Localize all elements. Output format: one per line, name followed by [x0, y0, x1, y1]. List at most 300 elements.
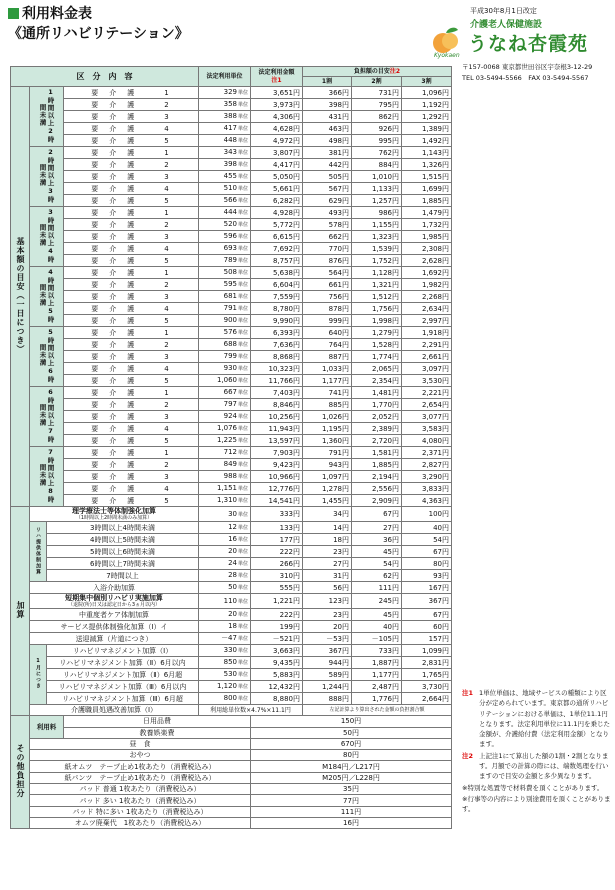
care-prefix: 要 介 護 [91, 304, 137, 313]
unit-value: 417 [223, 124, 237, 132]
care-level: 3 [164, 292, 171, 301]
unit-value: 510 [223, 184, 237, 192]
table-row [11, 87, 452, 99]
unit-value: 850 [223, 658, 237, 666]
unit-value: 800 [223, 694, 237, 702]
burden-3: 2,831円 [402, 657, 452, 669]
burden-2: 926円 [352, 123, 402, 135]
note-item [462, 783, 612, 793]
unit-value: 455 [223, 172, 237, 180]
care-level-label [64, 159, 199, 171]
addition-name: リハビリマネジメント加算（Ⅱ）6月以内 [47, 657, 199, 669]
burden-1: 381円 [303, 147, 352, 159]
burden-1: 463円 [303, 123, 352, 135]
care-level: 1 [164, 268, 171, 277]
table-row [11, 534, 452, 546]
care-level-label [64, 219, 199, 231]
unit-value: 576 [223, 328, 237, 336]
unit-value: 930 [223, 364, 237, 372]
unit-value: 329 [223, 88, 237, 96]
amount-cell: 7,903円 [251, 447, 303, 459]
unit-suffix: 単位 [237, 598, 248, 605]
care-prefix: 要 介 護 [91, 124, 137, 133]
burden-3: 93円 [402, 570, 452, 582]
table-row [11, 784, 452, 795]
burden-1: 1,026円 [303, 411, 352, 423]
unit-cell [199, 267, 251, 279]
amount-cell: 177円 [251, 534, 303, 546]
table-row [11, 399, 452, 411]
care-level-label [64, 351, 199, 363]
care-level-label [64, 495, 199, 507]
burden-2: 1,770円 [352, 399, 402, 411]
unit-value: 398 [223, 160, 237, 168]
care-level-label [64, 243, 199, 255]
care-level: 4 [164, 244, 171, 253]
care-level: 1 [164, 88, 171, 97]
burden-3: 2,654円 [402, 399, 452, 411]
burden-3: 157円 [402, 633, 452, 645]
burden-1: 18円 [303, 534, 352, 546]
burden-3: 1,985円 [402, 231, 452, 243]
unit-cell [199, 609, 251, 621]
amount-cell: 10,966円 [251, 471, 303, 483]
burden-2: 986円 [352, 207, 402, 219]
unit-cell [199, 135, 251, 147]
care-level-label [64, 327, 199, 339]
burden-2: 731円 [352, 87, 402, 99]
unit-value: 30 [228, 509, 237, 518]
table-row [11, 303, 452, 315]
unit-cell [199, 327, 251, 339]
burden-1: 629円 [303, 195, 352, 207]
unit-value: 988 [223, 472, 237, 480]
addition-name: 6時間以上7時間未満 [47, 558, 199, 570]
fee-label: 利用料 [30, 716, 64, 739]
burden-2: 1,776円 [352, 693, 402, 705]
unit-value: 28 [228, 571, 237, 579]
amount-cell: 3,973円 [251, 99, 303, 111]
burden-2: 1,257円 [352, 195, 402, 207]
table-row [11, 669, 452, 681]
table-row [11, 123, 452, 135]
care-level: 5 [164, 376, 171, 385]
burden-1: 578円 [303, 219, 352, 231]
unit-cell [199, 303, 251, 315]
unit-value: 12 [228, 523, 237, 531]
burden-2: 40円 [352, 621, 402, 633]
burden-1: 1,177円 [303, 375, 352, 387]
group-label [30, 87, 64, 147]
header-burden-label: 負担額の目安 [353, 67, 390, 75]
unit-cell [199, 546, 251, 558]
care-level-label [64, 195, 199, 207]
unit-suffix: 単位 [237, 624, 248, 630]
amount-cell: 4,306円 [251, 111, 303, 123]
unit-cell [199, 387, 251, 399]
unit-value: 1,225 [216, 436, 237, 444]
burden-1: 1,278円 [303, 483, 352, 495]
burden-1: 31円 [303, 570, 352, 582]
care-level: 2 [164, 160, 171, 169]
table-row [11, 645, 452, 657]
burden-3: 54円 [402, 534, 452, 546]
extension-label [30, 522, 47, 582]
burden-3: 2,291円 [402, 339, 452, 351]
care-level-label [64, 291, 199, 303]
unit-cell [199, 171, 251, 183]
table-row [11, 411, 452, 423]
addition-name: 7時間以上 [47, 570, 199, 582]
burden-2: 62円 [352, 570, 402, 582]
burden-1: 764円 [303, 339, 352, 351]
page-title [8, 6, 92, 22]
addition-name: 4時間以上5時間未満 [47, 534, 199, 546]
notes [462, 688, 612, 816]
vertical-label: リハ提供体制加算 [35, 526, 41, 575]
amount-cell: 9,423円 [251, 459, 303, 471]
care-prefix: 要 介 護 [91, 100, 137, 109]
care-level: 5 [164, 136, 171, 145]
care-prefix: 要 介 護 [91, 448, 137, 457]
care-level-label [64, 459, 199, 471]
table-row [11, 546, 452, 558]
note-text: 上記注1にて算出した額の1割・2割となります。月額での計算の際には、端数処理を行いますので目安の金額と多少異なります。 [479, 751, 609, 781]
burden-1: －53円 [303, 633, 352, 645]
unit-cell [199, 570, 251, 582]
amount-cell: 6,282円 [251, 195, 303, 207]
table-row [11, 375, 452, 387]
care-prefix: 要 介 護 [91, 148, 137, 157]
burden-1: 366円 [303, 87, 352, 99]
care-level: 4 [164, 484, 171, 493]
vertical-label: 3時間以上4時間未満 [38, 207, 55, 264]
unit-suffix: 単位 [237, 270, 248, 276]
burden-2: 795円 [352, 99, 402, 111]
care-level: 5 [164, 196, 171, 205]
burden-3: 1,732円 [402, 219, 452, 231]
care-prefix: 要 介 護 [91, 316, 137, 325]
care-level-label [64, 147, 199, 159]
burden-1: 56円 [303, 582, 352, 594]
care-prefix: 要 介 護 [91, 256, 137, 265]
care-level: 3 [164, 472, 171, 481]
table-row [11, 727, 452, 738]
unit-cell [199, 339, 251, 351]
unit-cell [199, 621, 251, 633]
care-level: 4 [164, 364, 171, 373]
amount-cell: 6,604円 [251, 279, 303, 291]
table-row [11, 99, 452, 111]
care-level: 5 [164, 496, 171, 505]
unit-suffix: 単位 [237, 414, 248, 420]
amount-cell: 8,780円 [251, 303, 303, 315]
table-row [11, 483, 452, 495]
burden-1: 770円 [303, 243, 352, 255]
other-name: 日用品費 [64, 716, 251, 727]
table-row [11, 657, 452, 669]
amount-cell: 8,880円 [251, 693, 303, 705]
burden-1: 20円 [303, 621, 352, 633]
unit-suffix: 単位 [237, 354, 248, 360]
table-row [11, 435, 452, 447]
unit-value: 595 [223, 280, 237, 288]
care-level: 2 [164, 280, 171, 289]
table-row [11, 772, 452, 783]
table-row [11, 387, 452, 399]
burden-1: 505円 [303, 171, 352, 183]
burden-1: 1,097円 [303, 471, 352, 483]
burden-3: 2,827円 [402, 459, 452, 471]
facility-phone: TEL 03-5494-5566 FAX 03-5494-5567 [462, 74, 589, 82]
burden-1: 23円 [303, 546, 352, 558]
burden-3: 3,097円 [402, 363, 452, 375]
burden-3: 1,143円 [402, 147, 452, 159]
addition-name-sub: （1時間以上2時間未満のみ加算） [75, 515, 153, 521]
care-prefix: 要 介 護 [91, 328, 137, 337]
group-label [30, 207, 64, 267]
burden-3: 2,371円 [402, 447, 452, 459]
amount-cell: 5,661円 [251, 183, 303, 195]
unit-suffix: 単位 [237, 511, 248, 518]
care-prefix: 要 介 護 [91, 184, 137, 193]
unit-suffix: 単位 [237, 342, 248, 348]
burden-2: 1,887円 [352, 657, 402, 669]
burden-2: 67円 [352, 507, 402, 522]
care-prefix: 要 介 護 [91, 364, 137, 373]
burden-2: 54円 [352, 558, 402, 570]
burden-3: 1,192円 [402, 99, 452, 111]
table-row [11, 609, 452, 621]
vertical-label: 1月につき [35, 658, 41, 689]
table-row [11, 219, 452, 231]
other-value: 111円 [251, 806, 452, 817]
table-row [11, 817, 452, 828]
burden-3: 2,664円 [402, 693, 452, 705]
unit-cell [199, 123, 251, 135]
table-row [11, 570, 452, 582]
header-amount-note: 注1 [271, 76, 282, 84]
care-prefix: 要 介 護 [91, 88, 137, 97]
burden-3: 2,634円 [402, 303, 452, 315]
unit-cell [199, 657, 251, 669]
note-item [462, 794, 612, 815]
care-level-label [64, 171, 199, 183]
care-prefix: 要 介 護 [91, 244, 137, 253]
unit-suffix: 単位 [237, 450, 248, 456]
burden-1: 23円 [303, 609, 352, 621]
addition-name: リハビリマネジメント加算（Ⅲ）6月超 [47, 693, 199, 705]
burden-1: 791円 [303, 447, 352, 459]
unit-suffix: 単位 [237, 612, 248, 618]
burden-2: 36円 [352, 534, 402, 546]
burden-1: 756円 [303, 291, 352, 303]
amount-cell: 10,323円 [251, 363, 303, 375]
burden-2: 2,389円 [352, 423, 402, 435]
amount-cell: 14,541円 [251, 495, 303, 507]
burden-3: 40円 [402, 522, 452, 534]
unit-cell [199, 111, 251, 123]
care-level-label [64, 435, 199, 447]
unit-value: 667 [223, 388, 237, 396]
table-row [11, 761, 452, 772]
amount-cell: 3,807円 [251, 147, 303, 159]
unit-cell [199, 399, 251, 411]
amount-cell: 4,972円 [251, 135, 303, 147]
amount-cell: 8,757円 [251, 255, 303, 267]
care-level: 4 [164, 184, 171, 193]
revision-date: 平成30年8月1日改定 [470, 7, 537, 15]
unit-value: 530 [223, 670, 237, 678]
addition-name: 送迎減算（片道につき） [30, 633, 199, 645]
unit-cell [199, 87, 251, 99]
header-classification: 区 分 内 容 [11, 67, 199, 87]
unit-value: 343 [223, 148, 237, 156]
unit-suffix: 単位 [237, 246, 248, 252]
burden-2: 45円 [352, 609, 402, 621]
unit-suffix: 単位 [237, 648, 248, 654]
burden-2: 995円 [352, 135, 402, 147]
care-level-label [64, 183, 199, 195]
unit-cell [199, 195, 251, 207]
burden-3: 1,479円 [402, 207, 452, 219]
vertical-label: 5時間以上6時間未満 [38, 327, 55, 384]
vertical-label: 2時間以上3時間未満 [38, 147, 55, 204]
other-name: 紙オムツ テープ止め1枚あたり（消費税込み） [30, 761, 251, 772]
amount-cell: －521円 [251, 633, 303, 645]
care-level: 2 [164, 400, 171, 409]
care-level-label [64, 123, 199, 135]
burden-1: 1,244円 [303, 681, 352, 693]
vertical-label: その他負担分 [16, 743, 25, 798]
burden-2: 2,065円 [352, 363, 402, 375]
treatment-calc: 利用総単位数×4.7%×11.1円 [199, 705, 303, 716]
burden-3: 2,628円 [402, 255, 452, 267]
addition-name: 中重度者ケア体制加算 [30, 609, 199, 621]
addition-name: 5時間以上6時間未満 [47, 546, 199, 558]
amount-cell: 555円 [251, 582, 303, 594]
amount-cell: 1,221円 [251, 594, 303, 609]
burden-2: 1,774円 [352, 351, 402, 363]
unit-value: 789 [223, 256, 237, 264]
unit-suffix: 単位 [237, 318, 248, 324]
care-level: 5 [164, 436, 171, 445]
unit-cell [199, 507, 251, 522]
unit-suffix: 単位 [237, 306, 248, 312]
header-amount [251, 67, 303, 87]
table-row [11, 633, 452, 645]
burden-3: 80円 [402, 558, 452, 570]
vertical-label: 6時間以上7時間未満 [38, 387, 55, 444]
facility-address: 〒157-0068 東京都世田谷区宇奈根3-12-29 [462, 63, 593, 71]
care-level-label [64, 423, 199, 435]
burden-2: 1,539円 [352, 243, 402, 255]
burden-1: 1,360円 [303, 435, 352, 447]
unit-suffix: 単位 [237, 378, 248, 384]
amount-cell: 9,990円 [251, 315, 303, 327]
care-prefix: 要 介 護 [91, 484, 137, 493]
other-value: 35円 [251, 784, 452, 795]
burden-1: 1,455円 [303, 495, 352, 507]
burden-2: 245円 [352, 594, 402, 609]
care-level-label [64, 231, 199, 243]
care-level: 4 [164, 424, 171, 433]
unit-value: 330 [223, 646, 237, 654]
unit-suffix: 単位 [237, 402, 248, 408]
care-prefix: 要 介 護 [91, 352, 137, 361]
unit-suffix: 単位 [237, 102, 248, 108]
unit-suffix: 単位 [237, 684, 248, 690]
basic-label [11, 87, 30, 507]
table-row [11, 522, 452, 534]
burden-1: 878円 [303, 303, 352, 315]
note-text: ※行事等の内容により別途費用を頂くことがあります。 [462, 794, 611, 814]
burden-3: 2,221円 [402, 387, 452, 399]
unit-suffix: 単位 [237, 174, 248, 180]
unit-suffix: 単位 [237, 426, 248, 432]
burden-2: 1,010円 [352, 171, 402, 183]
unit-cell [199, 243, 251, 255]
unit-value: 1,151 [216, 484, 237, 492]
burden-3: 1,492円 [402, 135, 452, 147]
additions-label [11, 507, 30, 716]
amount-cell: 5,638円 [251, 267, 303, 279]
burden-2: 1,279円 [352, 327, 402, 339]
care-prefix: 要 介 護 [91, 472, 137, 481]
burden-2: 1,128円 [352, 267, 402, 279]
unit-suffix: 単位 [237, 366, 248, 372]
burden-2: 1,512円 [352, 291, 402, 303]
care-prefix: 要 介 護 [91, 268, 137, 277]
unit-cell [199, 558, 251, 570]
unit-suffix: 単位 [237, 258, 248, 264]
care-level: 3 [164, 352, 171, 361]
table-row [11, 159, 452, 171]
amount-cell: 8,868円 [251, 351, 303, 363]
burden-3: 2,268円 [402, 291, 452, 303]
burden-3: 3,730円 [402, 681, 452, 693]
care-prefix: 要 介 護 [91, 496, 137, 505]
unit-suffix: 単位 [237, 486, 248, 492]
amount-cell: 10,256円 [251, 411, 303, 423]
burden-3: 67円 [402, 609, 452, 621]
page-subtitle: 《通所リハビリテーション》 [8, 26, 189, 42]
other-name: 紙パンツ テープ止め1枚あたり（消費税込み） [30, 772, 251, 783]
burden-1: 640円 [303, 327, 352, 339]
unit-suffix: 単位 [237, 294, 248, 300]
care-prefix: 要 介 護 [91, 436, 137, 445]
unit-suffix: 単位 [237, 138, 248, 144]
care-level: 3 [164, 412, 171, 421]
care-level-label [64, 279, 199, 291]
unit-suffix: 単位 [237, 573, 248, 579]
care-level: 4 [164, 124, 171, 133]
burden-3: 167円 [402, 582, 452, 594]
unit-cell [199, 207, 251, 219]
table-row [11, 621, 452, 633]
burden-3: 3,077円 [402, 411, 452, 423]
unit-cell [199, 645, 251, 657]
burden-2: 1,177円 [352, 669, 402, 681]
care-level: 3 [164, 172, 171, 181]
addition-name: リハビリマネジメント加算（Ⅰ） [47, 645, 199, 657]
unit-cell [199, 582, 251, 594]
burden-2: 111円 [352, 582, 402, 594]
other-label [11, 716, 30, 829]
other-name: パッド 特に多い 1枚あたり（消費税込み） [30, 806, 251, 817]
burden-1: 1,195円 [303, 423, 352, 435]
care-prefix: 要 介 護 [91, 340, 137, 349]
